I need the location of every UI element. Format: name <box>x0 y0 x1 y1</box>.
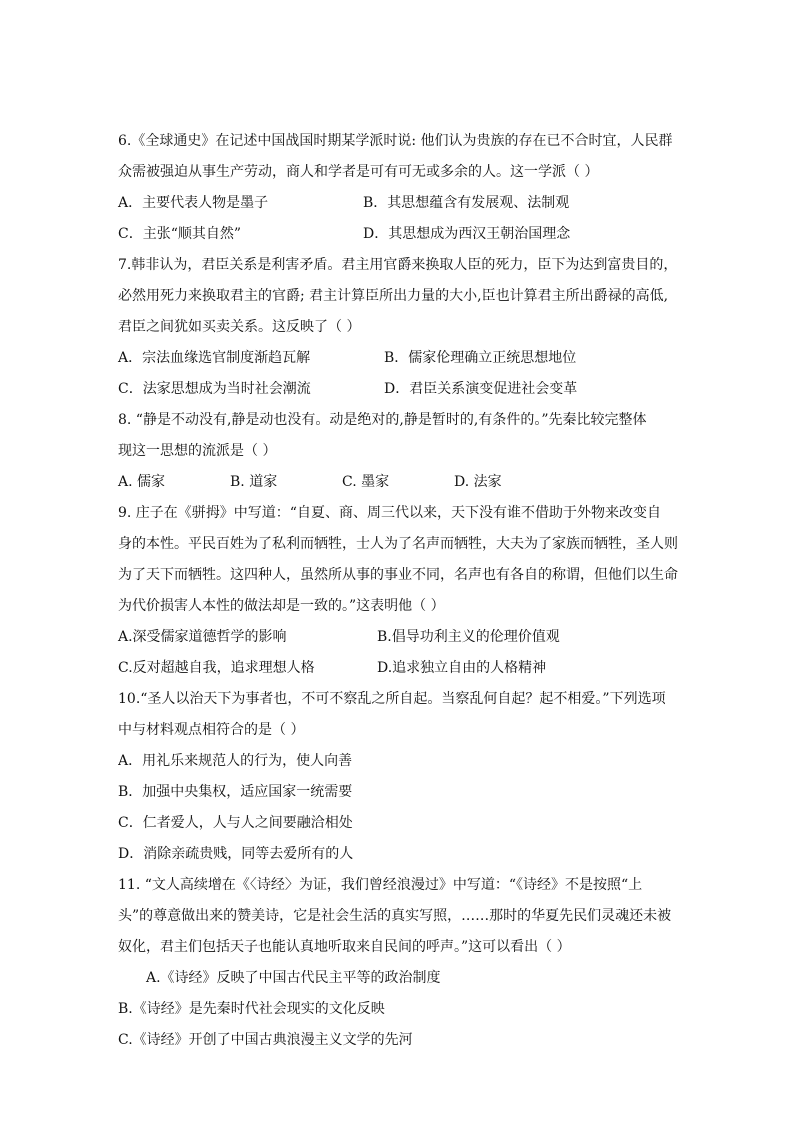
question-stem-line: 众需被强迫从事生产劳动，商人和学者是可有可无或多余的人。这一学派（ ） <box>118 164 599 180</box>
option-c: C. 墨家 <box>342 474 390 490</box>
question-stem-line: 头”的尊意做出来的赞美诗，它是社会生活的真实写照，……那时的华夏先民们灵魂还未被 <box>118 908 672 924</box>
question-stem-line: 君臣之间犹如买卖关系。这反映了（ ） <box>118 319 361 335</box>
option-a: A.《诗经》反映了中国古代民主平等的政治制度 <box>146 970 441 986</box>
question-stem-line: 奴化，君主们包括天子也能认真地听取来自民间的呼声。”这可以看出（ ） <box>118 939 571 955</box>
option-a: A. 儒家 <box>118 474 166 490</box>
option-d: D．其思想成为西汉王朝治国理念 <box>363 226 571 242</box>
option-b: B．加强中央集权，适应国家一统需要 <box>118 784 353 800</box>
option-c: C．仁者爱人，人与人之间要融洽相处 <box>118 815 353 831</box>
option-b: B．儒家伦理确立正统思想地位 <box>384 350 577 366</box>
question-stem-line: 9. 庄子在《骈拇》中写道：“自夏、商、周三代以来，天下没有谁不借助于外物来改变自 <box>118 505 661 521</box>
question-10 <box>118 684 693 870</box>
option-c: C．法家思想成为当时社会潮流 <box>118 381 311 397</box>
option-b: B. 道家 <box>230 474 278 490</box>
question-stem-line: 10.“圣人以治天下为事者也，不可不察乱之所自起。当察乱何自起？起不相爱。”下列选项 <box>118 691 666 707</box>
option-d: D. 法家 <box>454 474 502 490</box>
question-stem-line: 现这一思想的流派是（ ） <box>118 443 277 459</box>
question-6 <box>118 126 693 250</box>
option-a: A.深受儒家道德哲学的影响 <box>118 629 287 645</box>
question-stem-line: 为代价损害人本性的做法却是一致的。”这表明他（ ） <box>118 598 445 614</box>
option-a: A．主要代表人物是墨子 <box>118 195 269 211</box>
question-9 <box>118 498 693 684</box>
option-b: B.《诗经》是先秦时代社会现实的文化反映 <box>118 1001 385 1017</box>
option-b: B.倡导功利主义的伦理价值观 <box>377 629 560 645</box>
question-11 <box>118 870 693 1056</box>
question-stem-line: 7.韩非认为，君臣关系是利害矛盾。君主用官爵来换取人臣的死力，臣下为达到富贵目的， <box>118 257 678 273</box>
option-d: D.追求独立自由的人格精神 <box>377 660 547 676</box>
question-stem-line: 必然用死力来换取君主的官爵; 君主计算臣所出力量的大小,臣也计算君主所出爵禄的高低, <box>118 288 669 304</box>
question-stem-line: 8. “静是不动没有,静是动也没有。动是绝对的,静是暂时的,有条件的。”先秦比较完整体 <box>118 412 647 428</box>
question-stem-line: 为了天下而牺牲。这四种人，虽然所从事的事业不同，名声也有各自的称谓，但他们以生命 <box>118 567 678 583</box>
option-a: A．用礼乐来规范人的行为，使人向善 <box>118 753 353 769</box>
question-stem-line: 11. “文人高续增在《〈诗经〉为证，我们曾经浪漫过》中写道：“《诗经》不是按照“上 <box>118 877 643 893</box>
question-7 <box>118 250 693 405</box>
question-list <box>118 126 693 1056</box>
option-a: A．宗法血缘选官制度渐趋瓦解 <box>118 350 311 366</box>
option-c: C．主张“顺其自然” <box>118 226 242 242</box>
question-stem-line: 6.《全球通史》在记述中国战国时期某学派时说: 他们认为贵族的存在已不合时宜，人民群 <box>118 133 673 149</box>
option-c: C.《诗经》开创了中国古典浪漫主义文学的先河 <box>118 1032 413 1048</box>
option-d: D．消除亲疏贵贱，同等去爱所有的人 <box>118 846 354 862</box>
question-stem-line: 身的本性。平民百姓为了私利而牺牲，士人为了名声而牺牲，大夫为了家族而牺牲，圣人则 <box>118 536 678 552</box>
question-stem-line: 中与材料观点相符合的是（ ） <box>118 722 305 738</box>
option-c: C.反对超越自我，追求理想人格 <box>118 660 315 676</box>
question-8 <box>118 405 693 498</box>
option-d: D．君臣关系演变促进社会变革 <box>384 381 578 397</box>
option-b: B．其思想蕴含有发展观、法制观 <box>363 195 570 211</box>
